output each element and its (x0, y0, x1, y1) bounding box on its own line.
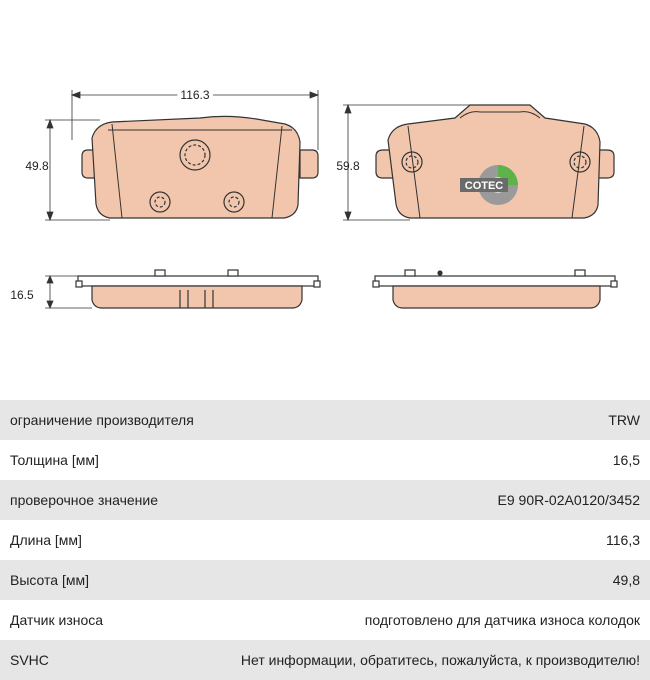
spec-label: ограничение производителя (10, 412, 194, 428)
spec-label: Датчик износа (10, 612, 104, 628)
spec-value: подготовлено для датчика износа колодок (364, 612, 640, 628)
spec-value: TRW (608, 412, 640, 428)
spec-value: 16,5 (612, 452, 640, 468)
spec-row-height (0, 560, 650, 600)
spec-row-svhc (0, 640, 650, 680)
spec-label: SVHC (10, 652, 49, 668)
spec-row-wear-sensor (0, 600, 650, 640)
pad-side-view-left (76, 270, 320, 308)
dimension-height-right-label: 59.8 (336, 159, 360, 173)
spec-label: проверочное значение (10, 492, 159, 508)
dimension-height-left-label: 49.8 (25, 159, 49, 173)
cotec-badge-text: COTEC (464, 180, 504, 192)
spec-value: 49,8 (612, 572, 640, 588)
spec-row-thickness (0, 440, 650, 480)
spec-label: Длина [мм] (10, 532, 82, 548)
spec-value: 116,3 (606, 532, 640, 548)
spec-row-test-value (0, 480, 650, 520)
dimension-width-label: 116.3 (180, 88, 210, 102)
spec-label: Толщина [мм] (10, 452, 99, 468)
spec-value: Нет информации, обратитесь, пожалуйста, к производителю! (240, 652, 640, 668)
specs-table (0, 400, 650, 680)
spec-row-length (0, 520, 650, 560)
spec-row-manufacturer (0, 400, 650, 440)
dimension-thickness-label: 16.5 (10, 288, 34, 302)
spec-label: Высота [мм] (10, 572, 89, 588)
pad-side-view-right (373, 270, 617, 308)
spec-value: E9 90R-02A0120/3452 (497, 492, 640, 508)
pad-front-view-left (82, 116, 318, 218)
